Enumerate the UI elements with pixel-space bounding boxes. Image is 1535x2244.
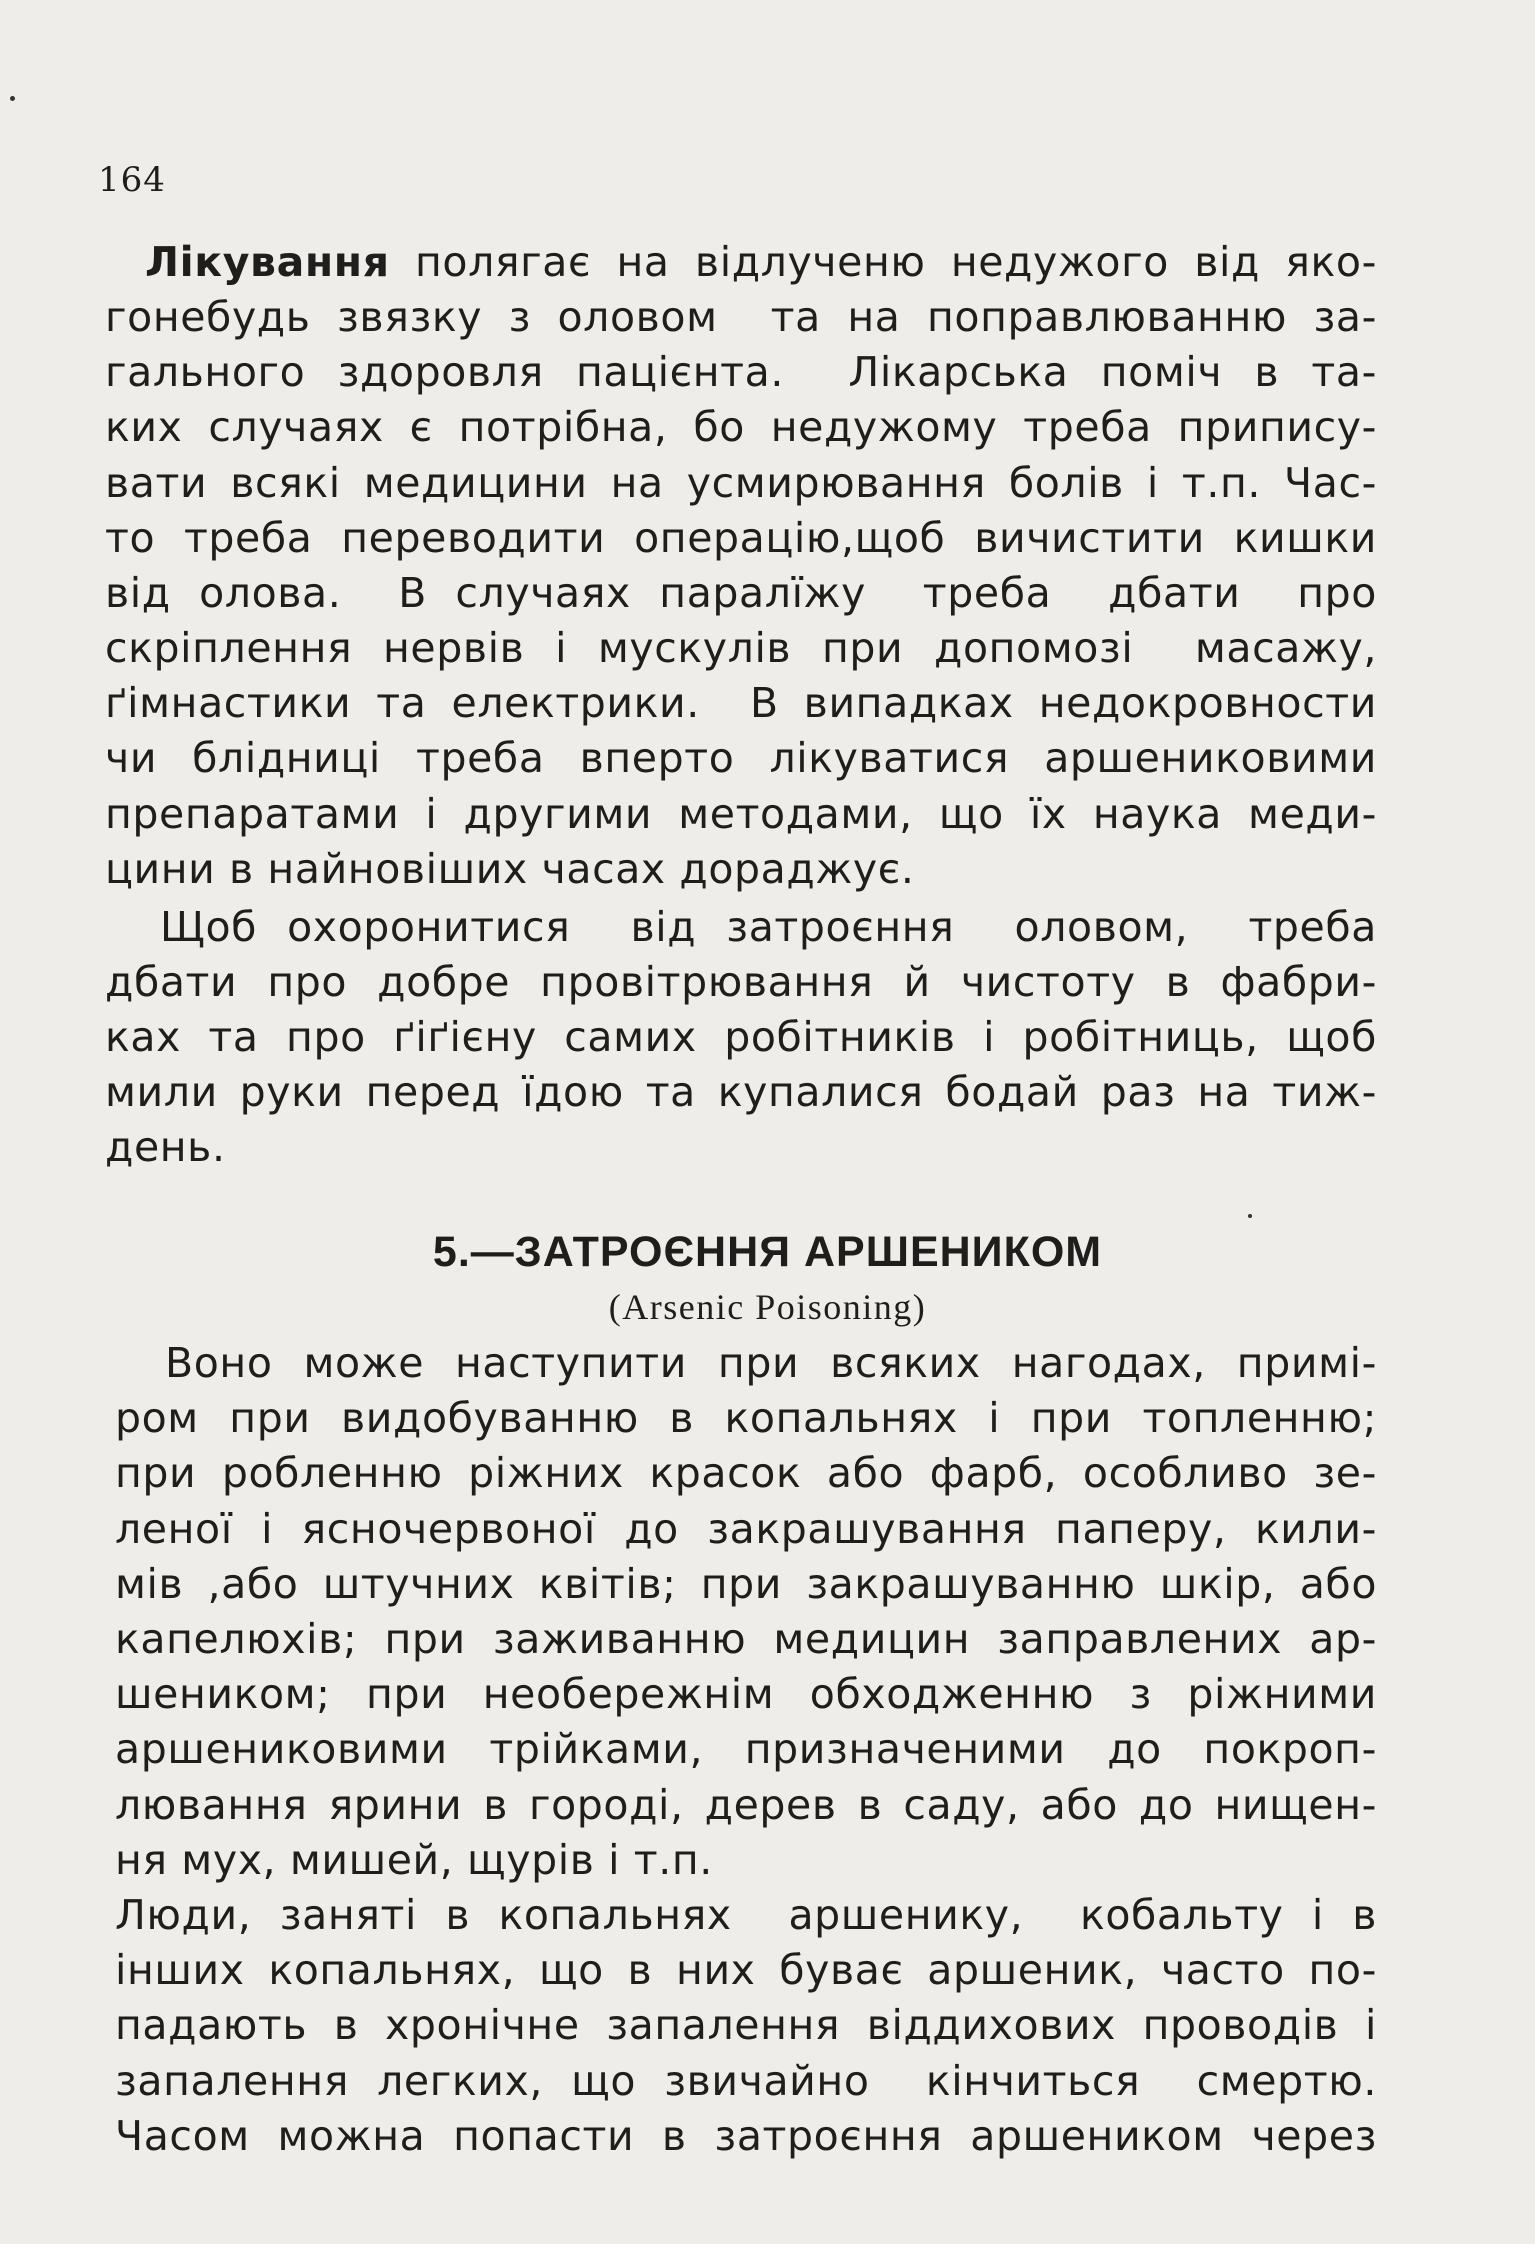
- prevention-line: Щоб охоронитися від затроєння оловом, треба: [160, 903, 1377, 951]
- treatment-line: [145, 237, 1377, 287]
- miners-line: запалення легких, що звичайно кінчиться смертю.: [115, 2057, 1377, 2105]
- section-subheading: (Arsenic Poisoning): [608, 1287, 927, 1327]
- miners-line: падають в хронічне запалення віддихових проводів і: [115, 2001, 1377, 2049]
- treatment-line: препаратами і другими методами, що їх наука меди-: [105, 790, 1377, 838]
- occurrence-line: Воно може наступити при всяких нагодах, примі-: [165, 1339, 1377, 1387]
- occurrence-line: шеником; при необережнім обходженню з ріжними: [115, 1670, 1377, 1718]
- occurrence-line: ром при видобуванню в копальнях і при топленню;: [115, 1394, 1377, 1442]
- miners-line: інших копальнях, що в них буває аршеник, часто по-: [115, 1946, 1377, 1994]
- occurrence-line: ня мух, мишей, щурів і т.п.: [115, 1836, 713, 1884]
- treatment-line: ґімнастики та електрики. В випадках недокровности: [105, 679, 1377, 727]
- prevention-line: дбати про добре провітрювання й чистоту в фабри-: [105, 958, 1377, 1006]
- margin-speck: [10, 96, 15, 101]
- occurrence-line: аршениковими трійками, призначеними до покроп-: [115, 1725, 1377, 1773]
- prevention-line: день.: [105, 1123, 226, 1171]
- treatment-line: гального здоровля пацієнта. Лікарська поміч в та-: [105, 348, 1377, 396]
- occurrence-line: леної і ясночервоної до закрашування паперу, кили-: [115, 1505, 1377, 1553]
- treatment-line: ких случаях є потрібна, бо недужому треба припису-: [105, 403, 1377, 451]
- occurrence-line: при робленню ріжних красок або фарб, особливо зе-: [115, 1449, 1377, 1497]
- treatment-line: цини в найновіших часах дораджує.: [105, 845, 915, 893]
- treatment-line: вати всякі медицини на усмирювання болів і т.п. Час-: [105, 459, 1377, 507]
- treatment-line-text: полягає на відлученю недужого від яко-: [415, 238, 1377, 286]
- prevention-line: ках та про ґіґієну самих робітників і робітниць, щоб: [105, 1013, 1377, 1061]
- margin-speck: [1248, 1214, 1252, 1218]
- prevention-line: мили руки перед їдою та купалися бодай раз на тиж-: [105, 1068, 1377, 1116]
- treatment-line: чи блідниці треба вперто лікуватися аршениковими: [105, 734, 1377, 782]
- occurrence-line: капелюхів; при заживанню медицин заправлених ар-: [115, 1615, 1377, 1663]
- treatment-line: скріплення нервів і мускулів при допомозі масажу,: [105, 624, 1377, 672]
- section-heading: 5.—ЗАТРОЄННЯ АРШЕНИКОМ: [432, 1228, 1103, 1276]
- treatment-lead-term: Лікування: [145, 238, 390, 286]
- treatment-line: від олова. В случаях паралїжу треба дбати про: [105, 569, 1377, 617]
- page-number: 164: [98, 160, 166, 200]
- occurrence-line: мів ,або штучних квітів; при закрашуванню шкір, або: [115, 1560, 1377, 1608]
- miners-line: Люди, заняті в копальнях аршенику, кобальту і в: [115, 1891, 1377, 1939]
- occurrence-line: лювання ярини в городі, дерев в саду, або до нищен-: [115, 1781, 1377, 1829]
- treatment-line: то треба переводити операцію,щоб вичистити кишки: [105, 514, 1377, 562]
- treatment-line: гонебудь звязку з оловом та на поправлюванню за-: [105, 293, 1377, 341]
- miners-line: Часом можна попасти в затроєння аршеником через: [115, 2112, 1377, 2160]
